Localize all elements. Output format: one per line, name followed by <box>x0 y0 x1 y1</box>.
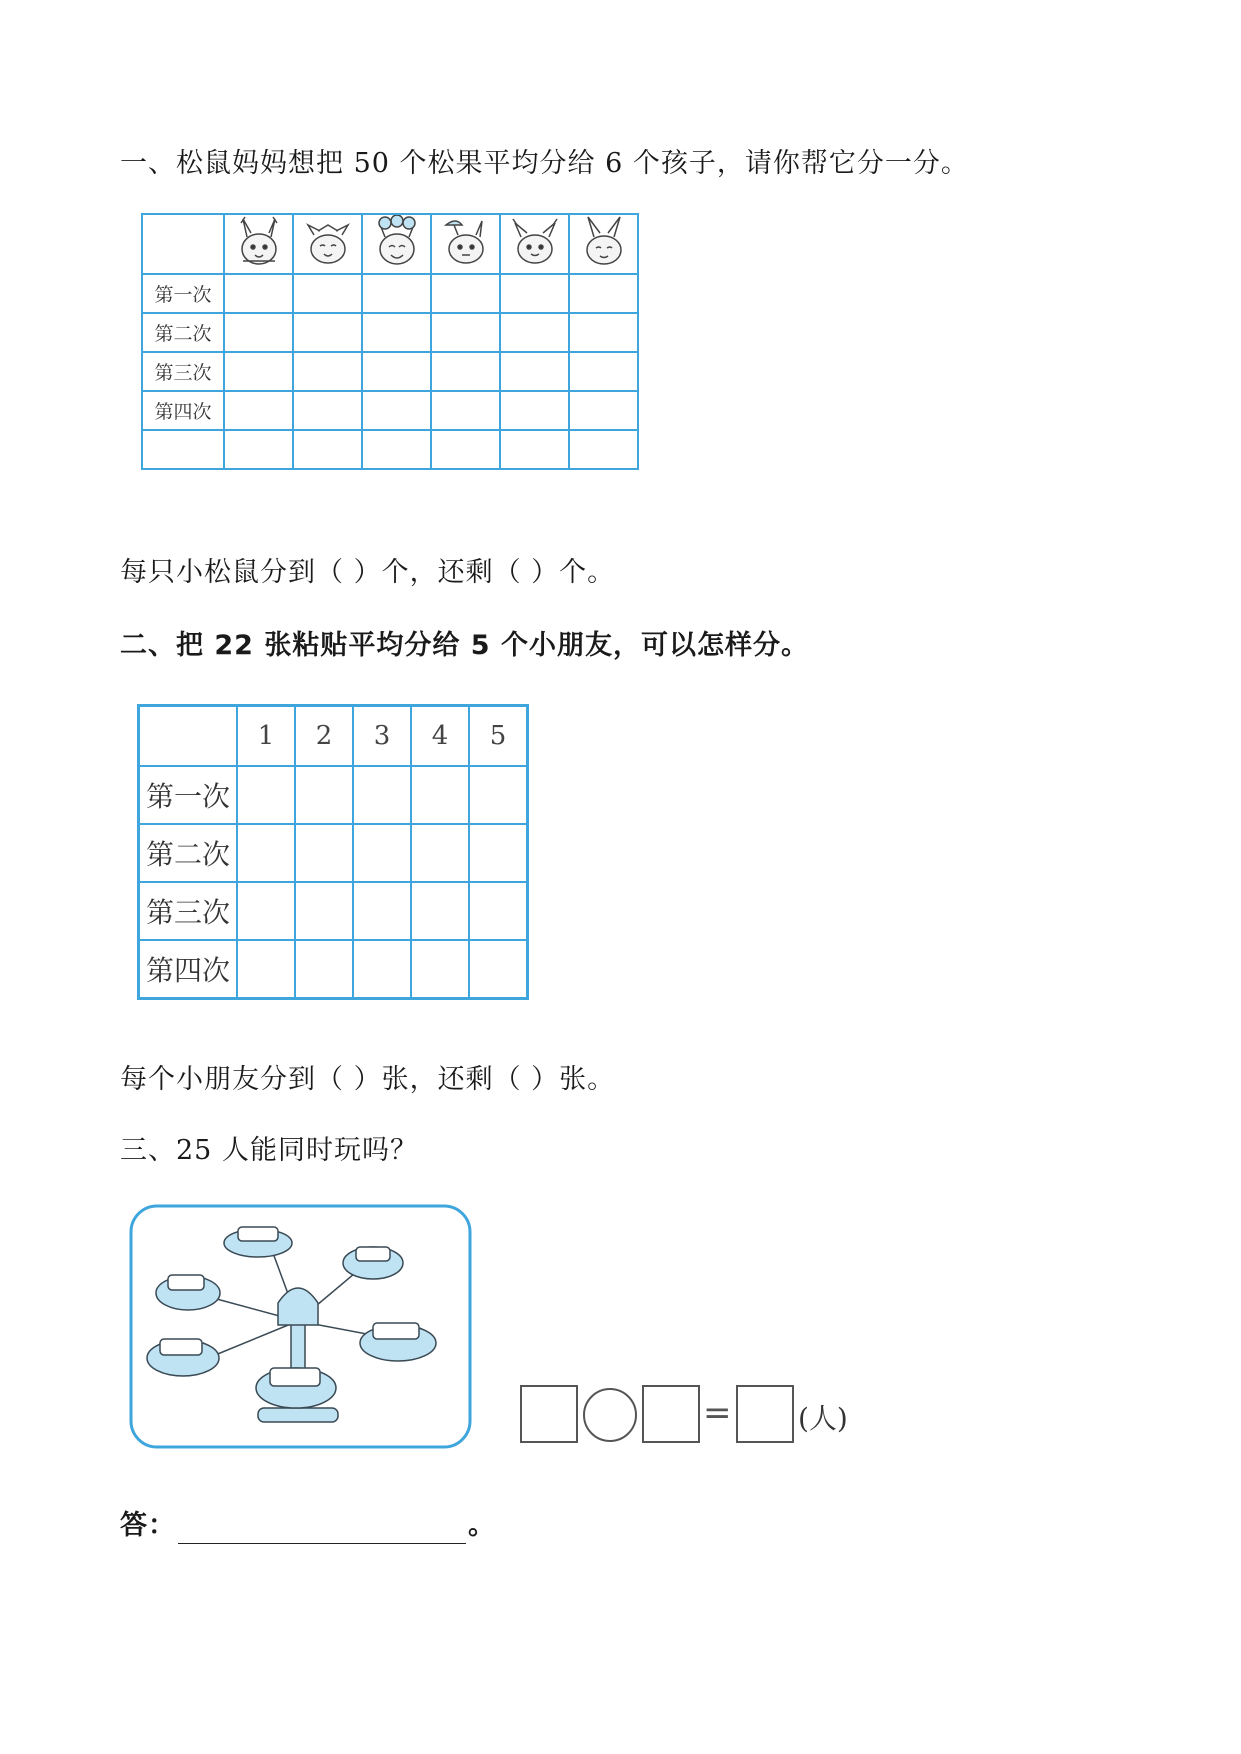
row-label: 第三次 <box>142 352 224 391</box>
row-label: 第一次 <box>142 274 224 313</box>
squirrel-4-icon <box>431 214 500 274</box>
answer-cell[interactable] <box>293 352 362 391</box>
row-label: 第二次 <box>139 824 238 882</box>
answer-cell[interactable] <box>469 940 528 999</box>
answer-cell[interactable] <box>353 940 411 999</box>
squirrel-5-icon <box>500 214 569 274</box>
answer-cell[interactable] <box>469 824 528 882</box>
answer-cell[interactable] <box>224 313 293 352</box>
answer-cell[interactable] <box>411 940 469 999</box>
sticker-distribution-table <box>137 704 529 1000</box>
answer-cell[interactable] <box>469 882 528 940</box>
answer-cell[interactable] <box>569 313 638 352</box>
answer-cell[interactable] <box>224 430 293 469</box>
answer-cell[interactable] <box>500 313 569 352</box>
squirrel-3-icon <box>362 214 431 274</box>
answer-cell[interactable] <box>411 766 469 824</box>
answer-cell[interactable] <box>362 430 431 469</box>
result-box[interactable] <box>736 1385 794 1443</box>
answer-cell[interactable] <box>362 352 431 391</box>
answer-cell[interactable] <box>353 824 411 882</box>
column-header: 5 <box>469 706 528 767</box>
answer-cell[interactable] <box>295 824 353 882</box>
answer-cell[interactable] <box>353 882 411 940</box>
answer-cell[interactable] <box>411 882 469 940</box>
question-1-answer: 每只小松鼠分到（ ）个，还剩（ ）个。 <box>120 557 616 588</box>
answer-cell[interactable] <box>362 313 431 352</box>
answer-cell[interactable] <box>469 766 528 824</box>
answer-cell[interactable] <box>237 824 295 882</box>
operator-circle[interactable] <box>583 1388 637 1442</box>
equals-sign: = <box>703 1393 732 1433</box>
answer-cell[interactable] <box>293 313 362 352</box>
unit-label: (人) <box>798 1402 848 1435</box>
answer-cell[interactable] <box>224 391 293 430</box>
column-header: 4 <box>411 706 469 767</box>
squirrel-distribution-table <box>141 213 639 470</box>
answer-cell[interactable] <box>237 766 295 824</box>
question-1-text: 一、松鼠妈妈想把 50 个松果平均分给 6 个孩子，请你帮它分一分。 <box>120 148 969 179</box>
question-3-text: 三、25 人能同时玩吗？ <box>120 1135 418 1166</box>
answer-end: 。 <box>468 1510 496 1541</box>
answer-cell[interactable] <box>500 274 569 313</box>
answer-cell[interactable] <box>431 313 500 352</box>
answer-cell[interactable] <box>293 274 362 313</box>
row-label: 第三次 <box>139 882 238 940</box>
row-label: 第四次 <box>139 940 238 999</box>
answer-label: 答： <box>120 1510 176 1541</box>
answer-cell[interactable] <box>431 391 500 430</box>
question-2-answer: 每个小朋友分到（ ）张，还剩（ ）张。 <box>120 1064 616 1095</box>
answer-cell[interactable] <box>362 274 431 313</box>
table-corner-cell <box>139 706 238 767</box>
answer-blank[interactable] <box>178 1513 466 1544</box>
answer-cell[interactable] <box>293 430 362 469</box>
answer-cell[interactable] <box>224 352 293 391</box>
table-corner-cell <box>142 214 224 274</box>
question-2-text: 二、把 22 张粘贴平均分给 5 个小朋友，可以怎样分。 <box>120 630 809 661</box>
answer-cell[interactable] <box>500 391 569 430</box>
answer-cell[interactable] <box>237 940 295 999</box>
answer-cell[interactable] <box>431 352 500 391</box>
column-header: 2 <box>295 706 353 767</box>
answer-cell[interactable] <box>295 940 353 999</box>
squirrel-6-icon <box>569 214 638 274</box>
row-label <box>142 430 224 469</box>
answer-cell[interactable] <box>569 352 638 391</box>
operand-2-box[interactable] <box>642 1385 700 1443</box>
answer-line <box>120 1508 496 1544</box>
answer-cell[interactable] <box>224 274 293 313</box>
row-label: 第二次 <box>142 313 224 352</box>
answer-cell[interactable] <box>431 430 500 469</box>
column-header: 3 <box>353 706 411 767</box>
answer-cell[interactable] <box>500 430 569 469</box>
answer-cell[interactable] <box>569 274 638 313</box>
plane-ride-illustration <box>128 1203 473 1450</box>
answer-cell[interactable] <box>237 882 295 940</box>
answer-cell[interactable] <box>500 352 569 391</box>
squirrel-1-icon <box>224 214 293 274</box>
answer-cell[interactable] <box>569 430 638 469</box>
row-label: 第一次 <box>139 766 238 824</box>
answer-cell[interactable] <box>293 391 362 430</box>
column-header: 1 <box>237 706 295 767</box>
answer-cell[interactable] <box>362 391 431 430</box>
operand-1-box[interactable] <box>520 1385 578 1443</box>
answer-cell[interactable] <box>353 766 411 824</box>
row-label: 第四次 <box>142 391 224 430</box>
answer-cell[interactable] <box>411 824 469 882</box>
answer-cell[interactable] <box>295 766 353 824</box>
answer-cell[interactable] <box>295 882 353 940</box>
answer-cell[interactable] <box>569 391 638 430</box>
squirrel-2-icon <box>293 214 362 274</box>
answer-cell[interactable] <box>431 274 500 313</box>
